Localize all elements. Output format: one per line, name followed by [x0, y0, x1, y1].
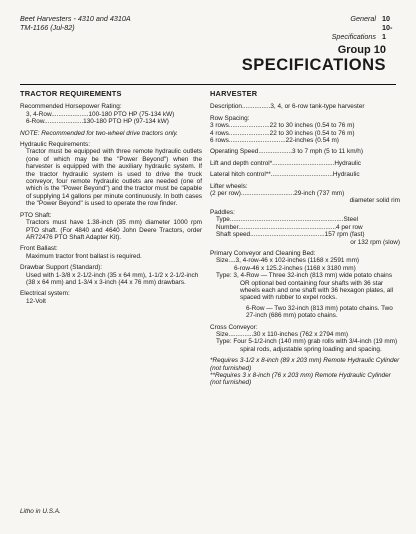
tractor-heading: TRACTOR REQUIREMENTS	[20, 89, 122, 98]
harvester-column	[210, 90, 400, 387]
row-spacing-6: 6 rows................................22-inches (0.54 m)	[210, 137, 339, 145]
lift-depth-control: Lift and depth control*...................................Hydraulic	[210, 159, 361, 167]
footnote-1: *Requires 3-1/2 x 8-inch (89 x 203 mm) Remote Hydraulic Cylinder (not furnished)	[210, 357, 400, 372]
page-title: SPECIFICATIONS	[241, 56, 386, 74]
group-label: Group 10	[337, 44, 386, 56]
header-right	[332, 14, 396, 41]
lifter-wheels-label: Lifter wheels:	[210, 182, 248, 190]
manual-title: Beet Harvesters - 4310 and 4310A	[20, 14, 131, 23]
row-spacing-3: 3 rows.......................22 to 30 inches (0.54 to 76 m)	[210, 122, 355, 130]
drawbar-text: Used with 1-3/8 x 2-1/2-inch (35 x 64 mm), 1-1/2 x 2-1/2-inch (38 x 64 mm) and 1-3/4 x 3-inch (44 x 76 mm) drawbars.	[26, 271, 199, 286]
subsection-name: Specifications	[331, 32, 376, 41]
row-spacing-label: Row Spacing:	[210, 114, 250, 122]
footnote-2: **Requires 3 x 8-inch (76 x 203 mm) Remote Hydraulic Cylinder (not furnished)	[210, 372, 391, 387]
cross-conveyor-label: Cross Conveyor:	[210, 323, 258, 331]
hydraulic-label: Hydraulic Requirements:	[20, 141, 90, 149]
ballast-label: Front Ballast:	[20, 245, 58, 253]
row-spacing-4: 4 rows.......................22 to 30 inches (0.54 to 76 m)	[210, 129, 355, 137]
hp-6row: 6-Row......................130-180 PTO HP (97-134 kW)	[26, 118, 169, 126]
hydraulic-text: Tractor must be equipped with three remote hydraulic outlets (one of which may be the "Power Beyond") when the harvester is equipped with the auxiliary hydraulic system. If the tractor hydraulic system is used to drive the truck conveyor, four remote hydraulic outlets are needed (one of which is the "Power Beyond") and the tractor must be capable of supplying 14 gallons per minute continuously. In both cases the "Power Beyond" is used to operate the row finder.	[26, 148, 202, 208]
primary-type-34row: Type: 3, 4-Row — Three 32-inch (813 mm) wide potato chains OR optional bed containing four shafts with 36 star wheels each and one shaft with 36 hexagon plates, all spaced with rubber to expel rocks.	[216, 272, 394, 302]
manual-number: TM-1166 (Jul-82)	[20, 23, 75, 32]
hp-label: Recommended Horsepower Rating:	[20, 103, 122, 111]
lifter-wheels-size: (2 per row)..............................29-inch (737 mm)	[210, 190, 345, 198]
tractor-requirements-column	[20, 90, 202, 305]
cross-size: Size..............30 x 110-inches (762 x 2794 mm)	[216, 330, 349, 338]
pto-label: PTO Shaft:	[20, 211, 52, 219]
paddles-label: Paddles:	[210, 208, 235, 216]
primary-size-6row: 6-row-46 x 125.2-inches (1168 x 3180 mm)	[234, 264, 356, 272]
primary-type-6row: 6-Row — Two 32-inch (813 mm) potato chains. Two 27-inch (686 mm) potato chains.	[246, 304, 393, 320]
paddles-shaft-fast: Shaft speed..........................................157 rpm (fast)	[216, 231, 365, 239]
hp-3row: 3, 4-Row.....................100-180 PTO HP (75-134 kW)	[26, 110, 175, 118]
description: Description................3, 4, or 6-row tank-type harvester	[210, 103, 365, 111]
drawbar-label: Drawbar Support (Standard):	[20, 264, 103, 272]
harvester-heading: HARVESTER	[210, 89, 258, 98]
section-number: 10	[382, 14, 390, 23]
cross-type: Type: Four 5-1/2-inch (140 mm) grab rolls with 3/4-inch (19 mm) spiral rods, adjustable spring loading and spacing.	[216, 338, 398, 353]
operating-speed: Operating Speed...................3 to 7 mph (5 to 11 km/h)	[210, 148, 363, 156]
page-number: 10-1	[382, 23, 393, 41]
header-left	[20, 14, 131, 32]
electrical-text: 12-Volt	[26, 297, 46, 305]
paddles-shaft-slow: or 132 rpm (slow)	[350, 238, 400, 246]
lifter-wheels-rim: diameter solid rim	[349, 197, 400, 205]
paddles-type: Type................................................................Steel	[216, 216, 359, 224]
primary-size-34row: Size....3, 4-row-46 x 102-inches (1168 x 2591 mm)	[216, 257, 360, 265]
note: NOTE: Recommended for two-wheel drive tractors only.	[20, 129, 178, 137]
footer-litho: Litho in U.S.A.	[20, 508, 61, 515]
paddles-number: Number.......................................................4 per row	[216, 223, 363, 231]
electrical-label: Electrical system:	[20, 290, 70, 298]
primary-conveyor-label: Primary Conveyor and Cleaning Bed:	[210, 249, 316, 257]
ballast-text: Maximum tractor front ballast is required.	[26, 252, 142, 260]
pto-text: Tractors must have 1.38-inch (35 mm) diameter 1000 rpm PTO shaft. (For 4840 and 4640 John Deere Tractors, order AR72476 PTO Shaft Adapter Kit).	[26, 219, 202, 241]
section-name: General	[350, 14, 376, 23]
lateral-hitch-control: Lateral hitch control**...................................Hydraulic	[210, 171, 360, 179]
title-rule	[20, 84, 396, 85]
